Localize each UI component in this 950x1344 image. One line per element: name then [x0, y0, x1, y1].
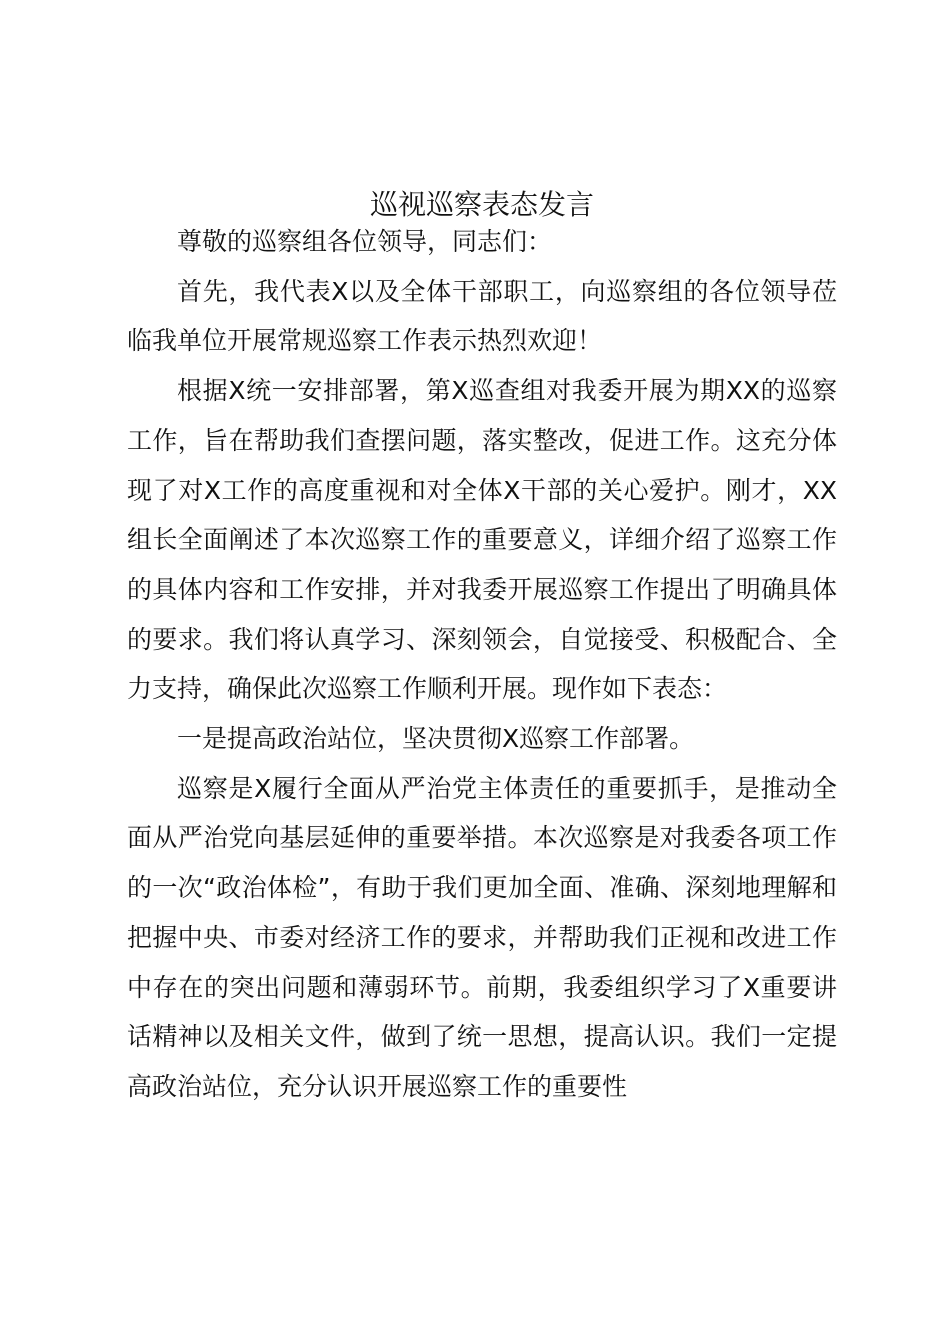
point-one-paragraph: 巡察是X履行全面从严治党主体责任的重要抓手，是推动全面从严治党向基层延伸的重要举措。本次巡察是对我委各项工作的一次“政治体检”，有助于我们更加全面、准确、深刻地理解和把握中央、市委对经济工作的要求，并帮助我们正视和改进工作中存在的突出问题和薄弱环节。前期，我委组织学习了X重要讲话精神以及相关文件，做到了统一思想，提高认识。我们一定提高政治站位，充分认识开展巡察工作的重要性 [127, 773, 837, 1101]
document-body [127, 183, 837, 1112]
document-title: 巡视巡察表态发言 [369, 188, 594, 221]
background-paragraph: 根据X统一安排部署，第X巡查组对我委开展为期XX的巡察工作，旨在帮助我们查摆问题，落实整改，促进工作。这充分体现了对X工作的高度重视和对全体X干部的关心爱护。刚才，XX组长全面阐述了本次巡察工作的重要意义，详细介绍了巡察工作的具体内容和工作安排，并对我委开展巡察工作提出了明确具体的要求。我们将认真学习、深刻领会，自觉接受、积极配合、全力支持，确保此次巡察工作顺利开展。现作如下表态： [127, 376, 837, 704]
point-one-heading: 一是提高政治站位，坚决贯彻X巡察工作部署。 [177, 724, 695, 754]
welcome-paragraph: 首先，我代表X以及全体干部职工，向巡察组的各位领导莅临我单位开展常规巡察工作表示热烈欢迎！ [127, 276, 837, 356]
salutation-paragraph: 尊敬的巡察组各位领导，同志们： [177, 227, 553, 256]
